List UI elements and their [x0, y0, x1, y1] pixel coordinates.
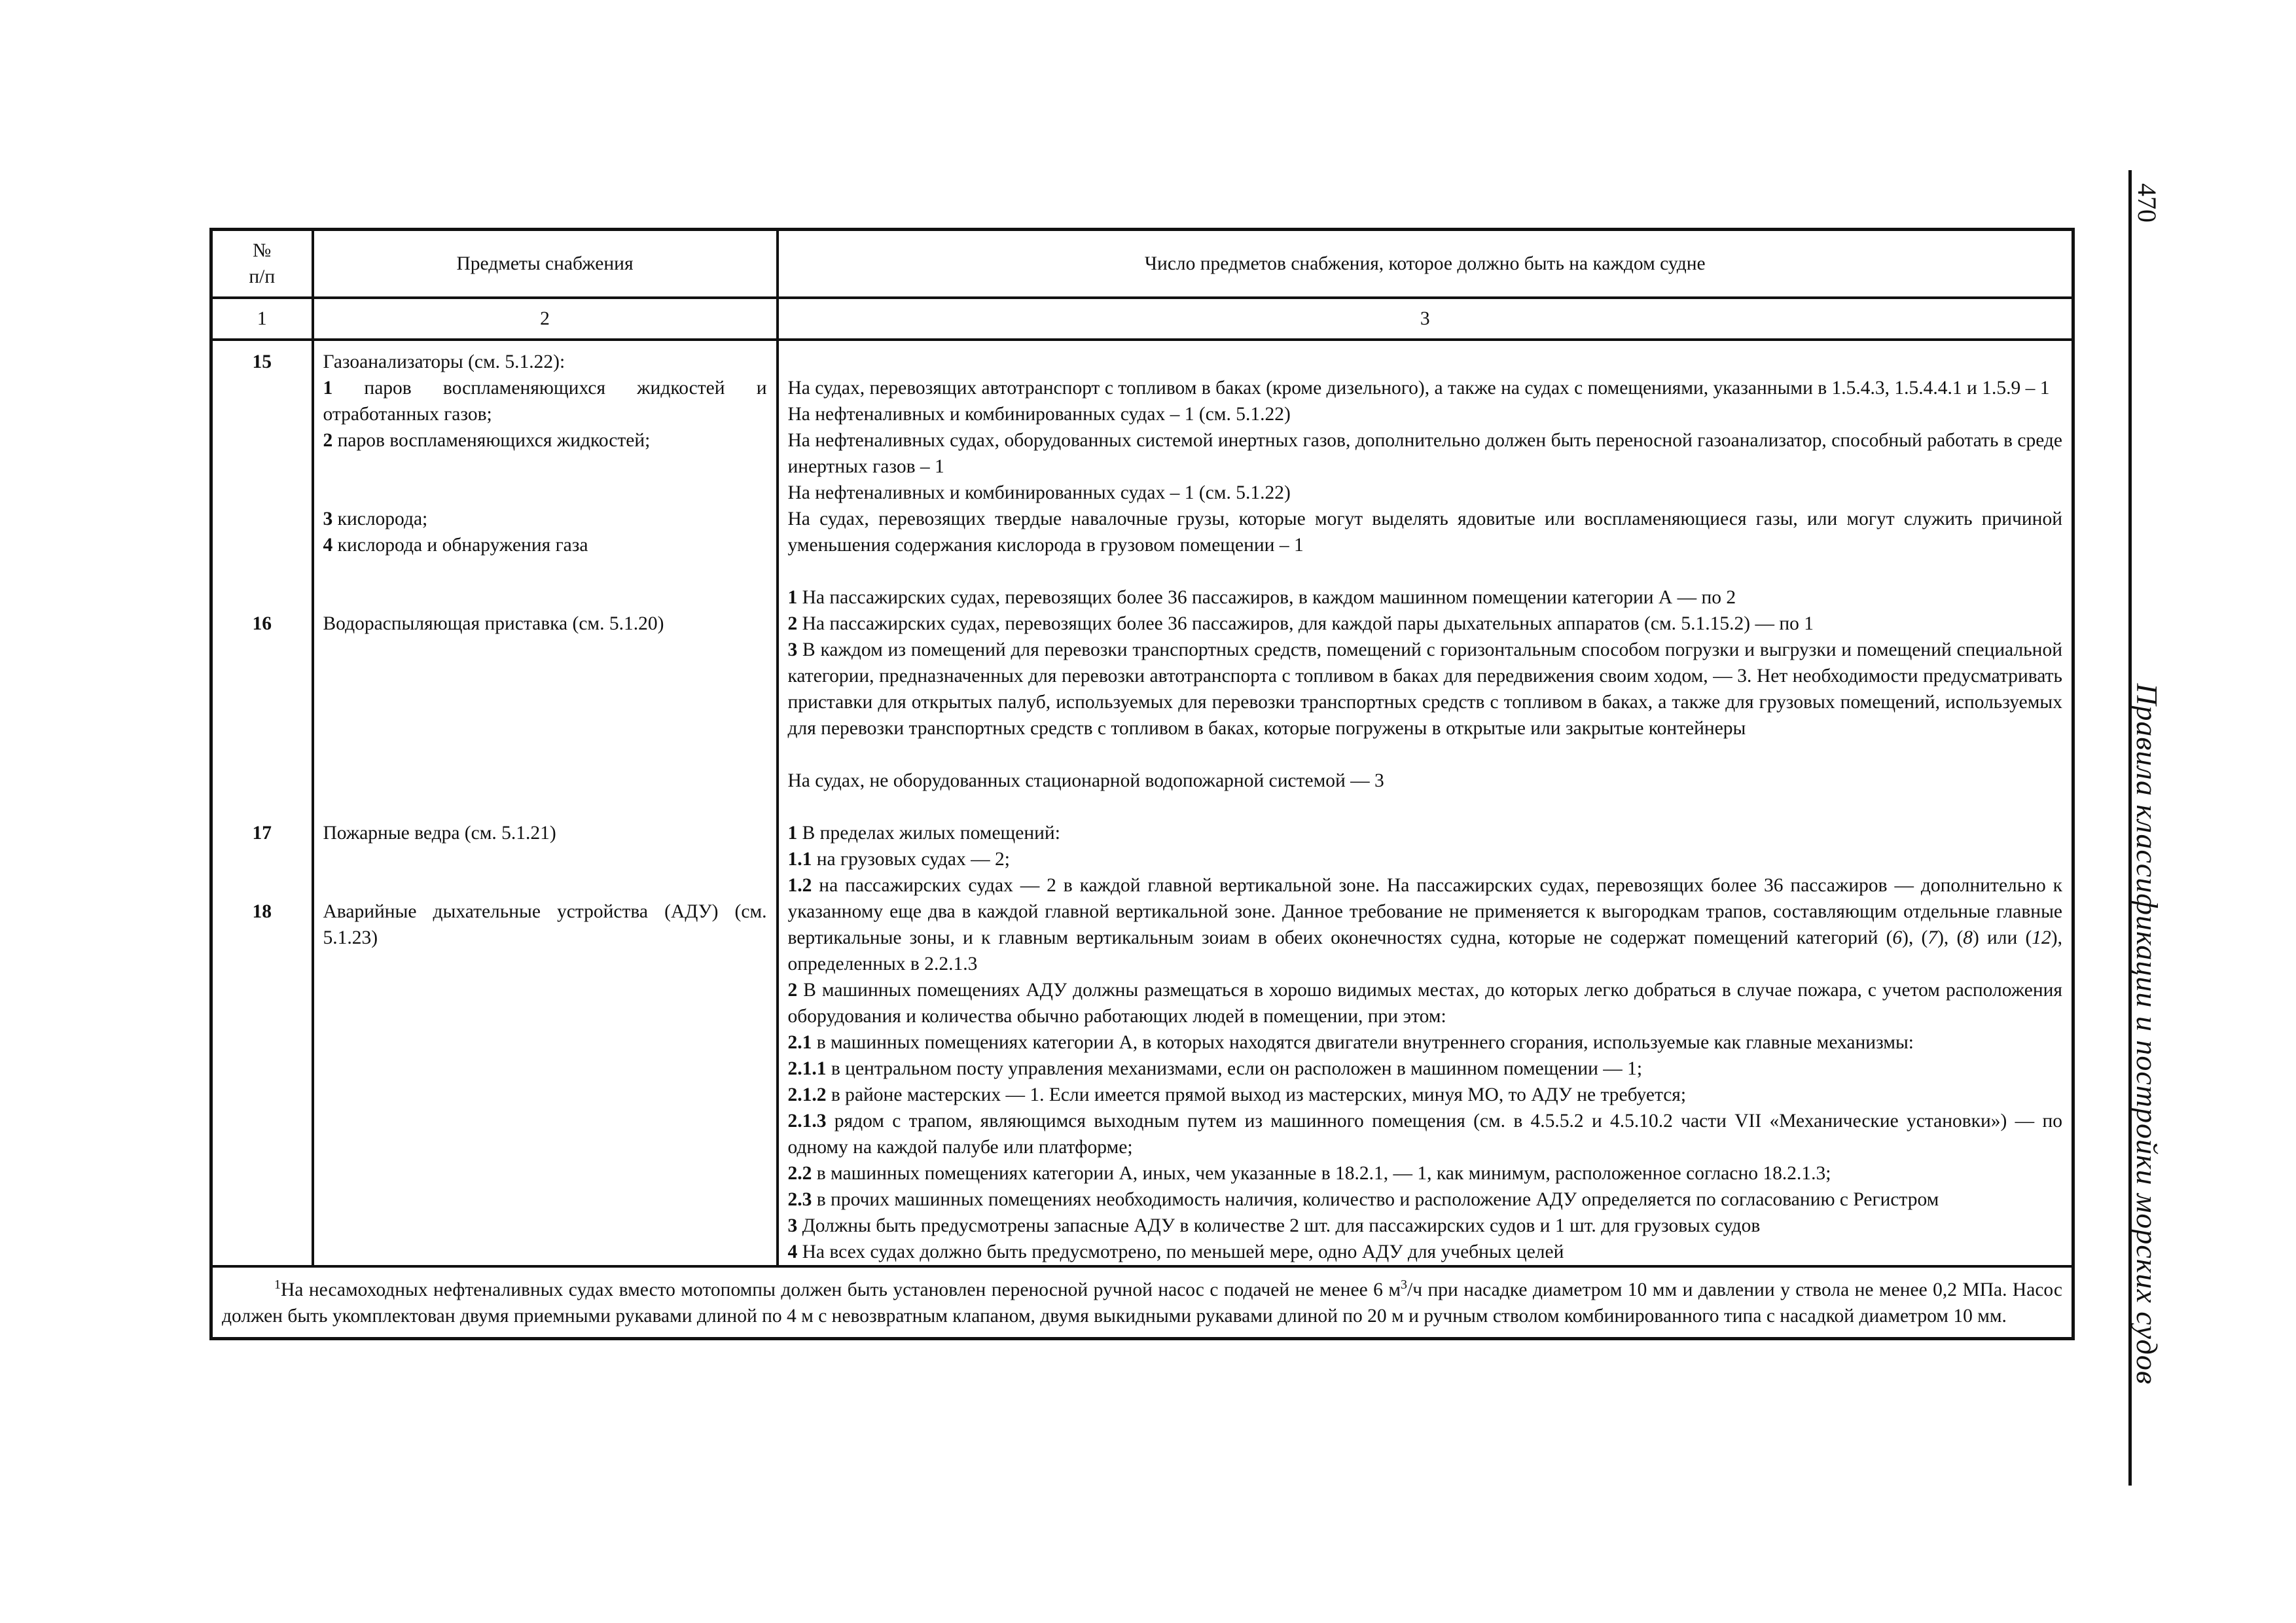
item-15-sub2: 2 паров воспламеняющихся жидкостей;	[323, 430, 651, 451]
item-17-title: Пожарные ведра (см. 5.1.21)	[323, 823, 556, 844]
column-number: 1	[211, 298, 313, 340]
column-number: 2	[313, 298, 778, 340]
item-15-sub3: 3 кислорода;	[323, 508, 428, 529]
row-number-18: 18	[252, 901, 272, 922]
qty-18-1-2: 1.2 на пассажирских судах — 2 в каждой главной вертикальной зоне. На пассажирских судах, перевозящих более 36 пассажиров — дополнительно к указанному еще два в каждой главной вертикальной зоне. Данное требование не применяется к выгородкам трапов, составляющим отдельные главные вертикальные зоны, и к главным вертикальным зоиам в обеих оконечностях судна, которые не содержат помещений категорий (6), (7), (8) или (12), определенных в 2.2.1.3	[787, 875, 2062, 974]
qty-18-2-1-2: 2.1.2 в районе мастерских — 1. Если имеется прямой выход из мастерских, минуя МО, то АДУ не требуется;	[787, 1084, 1687, 1105]
qty-18-3: 3 Должны быть предусмотрены запасные АДУ в количестве 2 шт. для пассажирских судов и 1 шт. для грузовых судов	[787, 1215, 1761, 1236]
column-number-row	[211, 298, 2073, 340]
qty-18-4: 4 На всех судах должно быть предусмотрено, по меньшей мере, одно АДУ для учебных целей	[787, 1241, 1564, 1262]
row-number-15: 15	[252, 351, 272, 372]
qty-18-2-3: 2.3 в прочих машинных помещениях необходимость наличия, количество и расположение АДУ определяется по согласованию с Регистром	[787, 1189, 1939, 1210]
item-15-title: Газоанализаторы (см. 5.1.22):	[323, 351, 565, 372]
page-number: 470	[2132, 183, 2162, 223]
qty-15-3: На нефтеналивных судах, оборудованных системой инертных газов, дополнительно должен быть переносной газоанализатор, способный работать в среде инертных газов – 1	[787, 430, 2062, 477]
column-number: 3	[778, 298, 2073, 340]
item-16-title: Водораспыляющая приставка (см. 5.1.20)	[323, 613, 664, 634]
qty-16-2: 2 На пассажирских судах, перевозящих более 36 пассажиров, для каждой пары дыхательных аппаратов (см. 5.1.15.2) — по 1	[787, 613, 1814, 634]
table-header-row	[211, 230, 2073, 298]
qty-15-1: На судах, перевозящих автотранспорт с топливом в баках (кроме дизельного), а также на судах с помещениями, указанными в 1.5.4.3, 1.5.4.4.1 и 1.5.9 – 1	[787, 378, 2050, 399]
table-body-row	[211, 340, 2073, 1266]
running-title: Правила классификации и постройки морских судов	[2130, 683, 2164, 1385]
qty-17: На судах, не оборудованных стационарной водопожарной системой — 3	[787, 770, 1384, 791]
header-items: Предметы снабжения	[313, 230, 778, 298]
qty-18-1: 1 В пределах жилых помещений:	[787, 823, 1060, 844]
row-number-16: 16	[252, 613, 272, 634]
qty-18-2-2: 2.2 в машинных помещениях категории А, иных, чем указанные в 18.2.1, — 1, как минимум, расположенное согласно 18.2.1.3;	[787, 1163, 1831, 1184]
footnote: $^1$На несамоходных нефтеналивных судах вместо мотопомпы должен быть установлен переносной ручной насос с подачей не менее 6 $м^3/ч$ при насадке диаметром 10 мм и давлении у ствола не менее 0,2 МПа. Насос должен быть укомплектован двумя приемными рукавами длиной по 4 м с невозвратным клапаном, двумя выкидными рукавами длиной по 20 м и ручным стволом комбинированного типа с насадкой диаметром 10 мм.	[211, 1266, 2073, 1339]
item-15-sub1: 1 паров воспламеняющихся жидкостей и отработанных газов;	[323, 378, 767, 425]
supplies-table	[209, 228, 2075, 1340]
header-number: № п/п	[211, 230, 313, 298]
item-15-sub4: 4 кислорода и обнаружения газа	[323, 535, 588, 556]
qty-18-2-1: 2.1 в машинных помещениях категории А, в которых находятся двигатели внутреннего сгорания, используемые как главные механизмы:	[787, 1032, 1914, 1053]
footnote-mark: 1	[274, 1277, 281, 1293]
qty-15-5: На судах, перевозящих твердые навалочные грузы, которые могут выделять ядовитые или воспламеняющиеся газы, или могут служить причиной уменьшения содержания кислорода в грузовом помещении – 1	[787, 508, 2062, 556]
qty-15-4: На нефтеналивных и комбинированных судах – 1 (см. 5.1.22)	[787, 482, 1291, 503]
footnote-row	[211, 1266, 2073, 1339]
qty-18-2-1-3: 2.1.3 рядом с трапом, являющимся выходным путем из машинного помещения (см. в 4.5.5.2 и 4.5.10.2 части VII «Механические установки») — по одному на каждой палубе или платформе;	[787, 1111, 2062, 1158]
header-quantity: Число предметов снабжения, которое должно быть на каждом судне	[778, 230, 2073, 298]
item-18-title: Аварийные дыхательные устройства (АДУ) (см. 5.1.23)	[323, 901, 767, 948]
qty-16-1: 1 На пассажирских судах, перевозящих более 36 пассажиров, в каждом машинном помещении категории А — по 2	[787, 587, 1736, 608]
qty-18-2-1-1: 2.1.1 в центральном посту управления механизмами, если он расположен в машинном помещении — 1;	[787, 1058, 1643, 1079]
qty-18-2: 2 В машинных помещениях АДУ должны размещаться в хорошо видимых местах, до которых легко добраться в случае пожара, с учетом расположения оборудования и количества обычно работающих людей в помещении, при этом:	[787, 980, 2062, 1027]
row-number-17: 17	[252, 823, 272, 844]
qty-16-3: 3 В каждом из помещений для перевозки транспортных средств, помещений с горизонтальным способом погрузки и выгрузки и помещений специальной категории, предназначенных для перевозки автотранспорта с топливом в баках для передвижения своим ходом, — 3. Нет необходимости предусматривать приставки для открытых палуб, используемых для перевозки транспортных средств с топливом в баках, а также для грузовых помещений, используемых для перевозки транспортных средств с топливом в баках, которые погружены в открытые или закрытые контейнеры	[787, 639, 2062, 739]
qty-15-2: На нефтеналивных и комбинированных судах – 1 (см. 5.1.22)	[787, 404, 1291, 425]
qty-18-1-1: 1.1 на грузовых судах — 2;	[787, 849, 1010, 870]
